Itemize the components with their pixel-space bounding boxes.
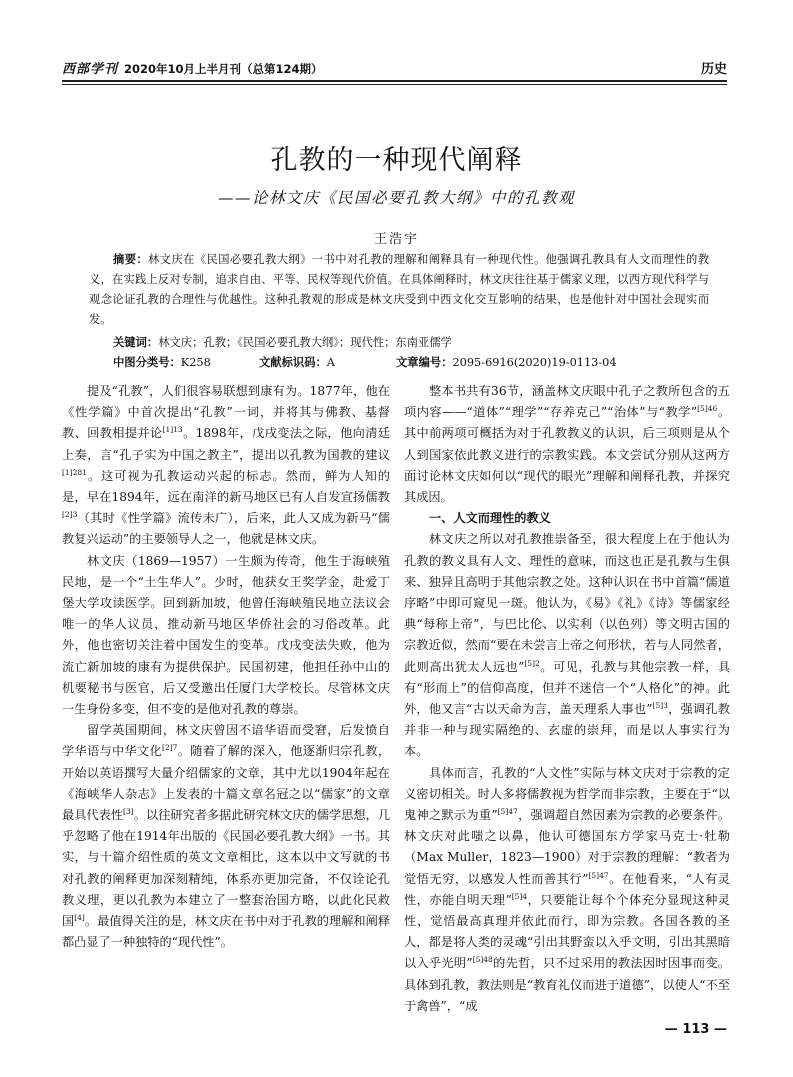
text-run: ，强调超自然因素为宗教的必要条件。林文庆对此嗤之以鼻，他认可德国东方学家马克士·牡勒（Max Muller，1823—1900）对于宗教的理解：“教者为觉悟无穷，以感发人性而善其行”: [404, 808, 731, 886]
citation: [5]46: [697, 404, 718, 414]
clc-label: 中图分类号：: [113, 356, 181, 369]
keywords-label: 关键词：: [113, 336, 159, 349]
page-number: — 113 —: [664, 1022, 727, 1037]
citation: [3]: [123, 807, 134, 816]
text-run: ，强调孔教并非一种与现实隔绝的、玄虚的崇拜，而是以人事实行为本。: [404, 702, 731, 759]
text-run: 。1898年，戊戌变法之际，他向清廷上奏，言“孔子实为中国之教主”，提出以孔教为国教的建议: [62, 426, 390, 462]
doc-code: [259, 353, 335, 373]
section-name: 历史: [700, 62, 727, 77]
article-number: [396, 353, 617, 373]
text-run: 。在他看来，“人有灵性，亦能自明天理”: [404, 871, 730, 907]
header-rule: [62, 80, 727, 82]
text-run: 提及“孔教”，人们很容易联想到康有为。1877年，他在《性学篇》中首次提出“孔教”一词，并将其与佛教、基督教、回教相提并论: [62, 384, 390, 441]
keywords: [113, 333, 713, 353]
journal-info: [62, 58, 323, 77]
running-header: [62, 58, 727, 80]
citation: [5]47: [497, 807, 518, 816]
citation: [1]281: [62, 467, 87, 477]
article-author: 王浩宇: [373, 232, 419, 247]
paragraph: [404, 763, 730, 1017]
text-run: 。随着了解的深入，他逐渐归宗孔教，开始以英语撰写大量介绍儒家的文章，其中尤以1904年起在《海峡华人杂志》上发表的十篇文章名冠之以“儒家”的文章最具代表性: [62, 744, 391, 823]
clc-value: K258: [180, 356, 211, 369]
paragraph: [404, 529, 730, 762]
citation: [5]47: [588, 870, 609, 880]
text-run: 的先哲，只不过采用的教法因时因事而变。具体到孔教，教法则是“教育礼仪而进于道德”，以使人“不至于禽兽”，“成: [404, 956, 731, 1013]
text-run: ，只要能让每个个体充分显现这种灵性，觉悟最高真理并依此而行，即为宗教。各国各教的圣人，都是将人类的灵魂“引出其野蛮以入乎文明，引出其黑暗以入乎光明”: [404, 892, 730, 971]
text-run: 。其中前两项可概括为对于孔教教义的认识，后三项则是从个人到国家依此教义进行的宗教实践。本文尝试分别从这两方面讨论林文庆如何以“现代的眼光”理解和阐释孔教，并探究其成因。: [404, 405, 731, 505]
section-heading: 一、人文而理性的教义: [429, 511, 551, 526]
art-value: 2095-6916(2020)19-0113-04: [452, 356, 617, 369]
abstract-label: 摘要：: [113, 253, 149, 266]
text-run: 。以往研究者多据此研究林文庆的儒学思想，几乎忽略了他在1914年出版的《民国必要孔教大纲》一书。其实，与十篇介绍性质的英文文章相比，这本以中文写就的书对孔教的阐释更加深刻精纯，体系亦更加完备，不仅诠论孔教义理，更以孔教为本建立了一整套治国方略，以此化民救国: [62, 808, 391, 929]
art-label: 文章编号：: [396, 356, 453, 369]
citation: [4]: [74, 913, 85, 923]
issue-info: 2020年10月上半月刊（总第124期）: [124, 62, 323, 76]
paragraph: [62, 381, 390, 551]
article-title: 孔教的一种现代阐释: [270, 145, 523, 176]
citation: [2]3: [62, 510, 78, 520]
citation: [5]3: [652, 700, 668, 710]
clc-number: [113, 353, 211, 373]
doc-value: A: [326, 356, 335, 369]
abstract: [89, 250, 709, 330]
text-run: 。这可视为孔教运动兴起的标志。然而，鲜为人知的是，早在1894年，远在南洋的新马地区已有人自发宣扬儒教: [62, 468, 390, 505]
text-run: 整本书共有36节，涵盖林文庆眼中孔子之教所包含的五项内容——“道体”“理学”“存养克己”“治体”与“教学”: [404, 384, 730, 420]
article-subtitle: ——论林文庆《民国必要孔教大纲》中的孔教观: [217, 189, 575, 207]
keywords-text: 林文庆；孔教；《民国必要孔教大纲》；现代性；东南亚儒学: [158, 336, 452, 349]
text-run: 具体而言，孔教的“人文性”实际与林文庆对于宗教的定义密切相关。时人多将儒教视为哲学而非宗教，主要在于“以鬼神之默示为重”: [404, 765, 730, 823]
body-column-right: [404, 381, 730, 1017]
text-run: （其时《性学篇》流传未广），后来，此人又成为新马“儒教复兴运动”的主要领导人之一，他就是林文庆。: [62, 511, 390, 547]
classification-line: [113, 353, 713, 373]
citation: [2]7: [162, 743, 178, 753]
doc-label: 文献标识码：: [259, 356, 327, 369]
text-run: 留学英国期间，林文庆曾因不谙华语而受窘，后发愤自学华语与中华文化: [62, 723, 390, 759]
header-rule-thin: [62, 84, 727, 85]
text-run: 。最值得关注的是，林文庆在书中对于孔教的理解和阐释都凸显了一种独特的“现代性”。: [62, 914, 391, 950]
paragraph: [62, 720, 390, 953]
citation: [5]2: [524, 658, 540, 668]
abstract-text: 林文庆在《民国必要孔教大纲》一书中对孔教的理解和阐释具有一种现代性。他强调孔教具有人文而理性的教义，在实践上反对专制，追求自由、平等、民权等现代价值。在具体阐释时，林文庆往往基于儒家义理，以西方现代科学与观念论证孔教的合理性与优越性。这种孔教观的形成是林文庆受到中西文化交互影响的结果，也是他针对中国社会现实而发。: [89, 253, 709, 326]
paragraph: 林文庆（1869—1957）一生颇为传奇，他生于海峡殖民地，是一个“土生华人”。少时，他获女王奖学金，赴爱丁堡大学攻读医学。回到新加坡，他曾任海峡殖民地立法议会唯一的华人议员，推动新马地区华侨社会的习俗改革。此外，他也密切关注着中国发生的变革。戊戌变法失败，他为流亡新加坡的康有为提供保护。民国初建，他担任孙中山的机要秘书与医官，后又受邀出任厦门大学校长。尽管林文庆一生身份多变，但不变的是他对孔教的尊崇。: [62, 553, 390, 717]
text-run: 。可见，孔教与其他宗教一样，具有“形而上”的信仰高度，但并不迷信一个“人格化”的神。此外，他又言“古以天命为言，盖天理系人事也”: [404, 659, 731, 717]
citation: [5]48: [472, 955, 493, 965]
citation: [5]4: [511, 891, 528, 901]
text-run: 林文庆之所以对孔教推崇备至，很大程度上在于他认为孔教的教义具有人文、理性的意味，而这也正是孔教与生俱来、独异且高明于其他宗教之处。这种认识在书中首篇“儒道序略”中即可窥见一斑。他认为，《易》《礼》《诗》等儒家经典“每称上帝”，与巴比伦、以实利（以色列）等文明古国的宗教近似，然而“要在未尝言上帝之何形状，若与人同然者，此则高出犹太人远也”: [404, 532, 730, 674]
citation: [1]13: [162, 425, 183, 435]
body-column-left: [62, 381, 390, 953]
journal-name: 西部学刊: [62, 62, 119, 77]
paragraph: [404, 381, 730, 508]
